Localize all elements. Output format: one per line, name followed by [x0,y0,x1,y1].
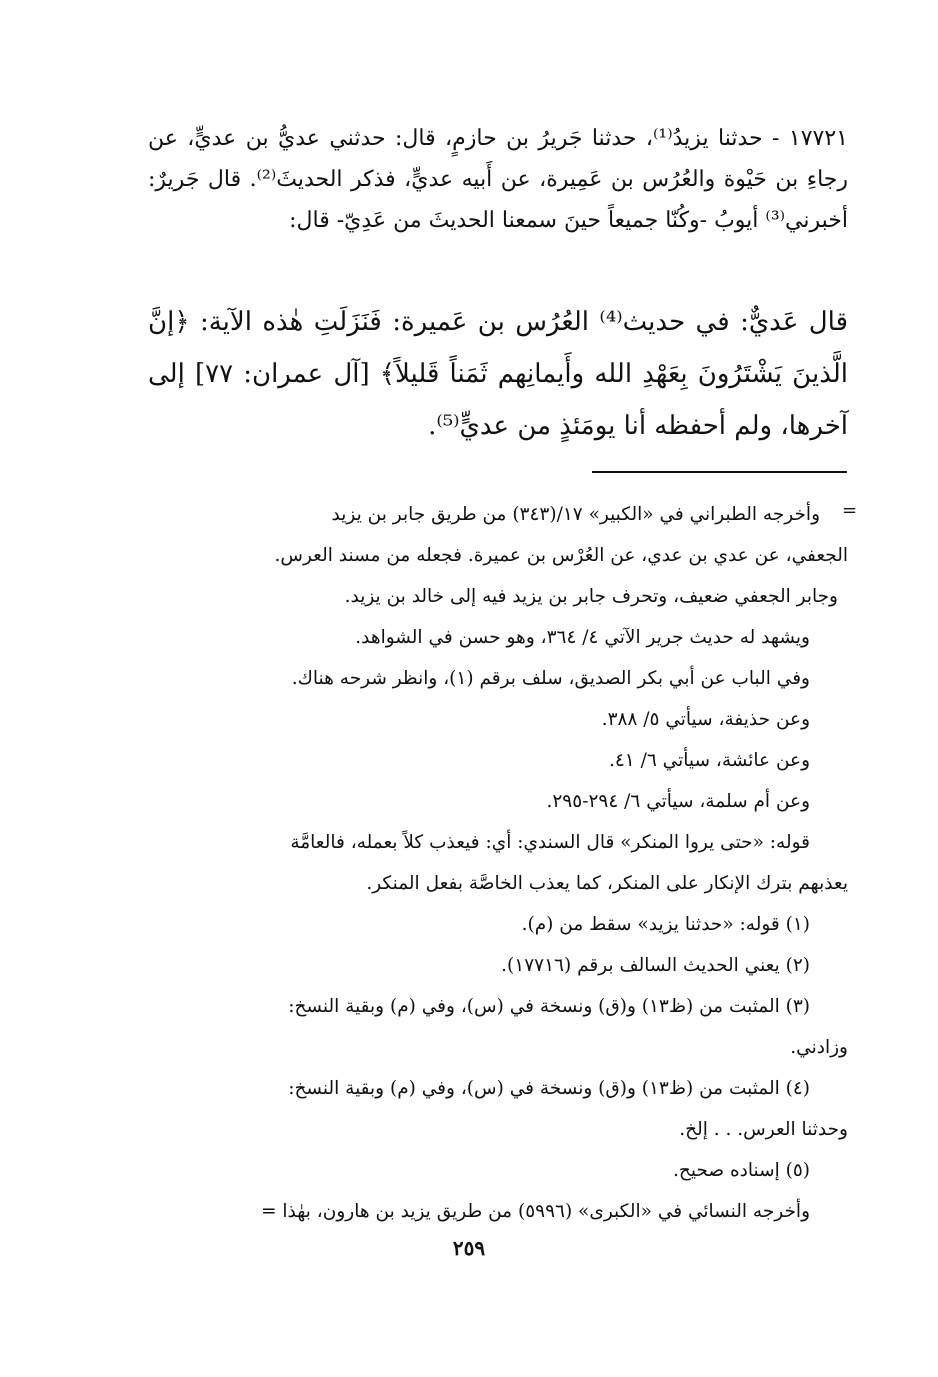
footnote-line: (٣) المثبت من (ظ١٣) و(ق) ونسخة في (س)، وفي (م) وبقية النسخ: [288,996,810,1017]
footnote-line: ويشهد له حديث جرير الآتي ٤/ ٣٦٤، وهو حسن في الشواهد. [355,627,810,648]
quran-quote-text: قال عَديٌّ: في حديث⁽⁴⁾ العُرُس بن عَميرة: فَنَزَلَتِ هٰذه الآية: ﴿إنَّ الَّذينَ يَشْتَرُونَ بِعَهْدِ الله وأَيمانِهم ثَمَناً قَليلاً﴾ [آل عمران: ٧٧] إلى آخرها، ولم أحفظه أنا يومَئذٍ من عديٍّ⁽⁵⁾. [148,307,849,441]
footnote-line: قوله: «حتى يروا المنكر» قال السندي: أي: فيعذب كلاً بعمله، فالعامَّة [290,832,810,853]
footnote-line: يعذبهم بترك الإنكار على المنكر، كما يعذب الخاصَّة بفعل المنكر. [366,873,848,894]
footnote-line: وأخرجه الطبراني في «الكبير» ١٧/(٣٤٣) من طريق جابر بن يزيد [331,504,820,525]
footnote-line: وفي الباب عن أبي بكر الصديق، سلف برقم (١)، وانظر شرحه هناك. [291,668,810,689]
footnote-line: وزادني. [790,1037,848,1058]
footnote-separator [592,471,847,473]
footnote-line: وحدثنا العرس. . . إلخ. [679,1119,848,1140]
page-number: ٢٥٩ [452,1236,486,1260]
hadith-text: ١٧٧٢١ - حدثنا يزيدُ⁽¹⁾، حدثنا جَريرُ بن حازمٍ، قال: حدثني عديُّ بن عديٍّ، عن رجاءِ بن حَيْوة والعُرُس بن عَمِيرة، عن أَبيه عديٍّ، فذكر الحديثَ⁽²⁾. قال جَريرٌ: أخبرني⁽³⁾ أيوبُ -وكُنّا جميعاً حينَ سمعنا الحديثَ من عَدِيّ- قال: [148,126,848,233]
footnote-line: وجابر الجعفي ضعيف، وتحرف جابر بن يزيد فيه إلى خالد بن يزيد. [344,586,838,607]
footnote-line: (٢) يعني الحديث السالف برقم (١٧٧١٦). [501,955,810,976]
footnote-line: وأخرجه النسائي في «الكبرى» (٥٩٩٦) من طريق يزيد بن هارون، بهٰذا = [261,1201,810,1222]
continuation-marker: = [842,500,858,521]
footnote-line: وعن عائشة، سيأتي ٦/ ٤١. [608,750,810,771]
footnote-line: الجعفي، عن عدي بن عدي، عن العُرْس بن عميرة. فجعله من مسند العرس. [274,545,848,566]
footnote-line: (٤) المثبت من (ظ١٣) و(ق) ونسخة في (س)، وفي (م) وبقية النسخ: [288,1078,810,1099]
footnote-line: (١) قوله: «حدثنا يزيد» سقط من (م). [521,914,810,935]
footnote-line: وعن أم سلمة، سيأتي ٦/ ٢٩٤-٢٩٥. [546,791,810,812]
footnotes [132,494,848,1232]
footnote-line: (٥) إسناده صحيح. [673,1160,810,1181]
footnote-line: وعن حذيفة، سيأتي ٥/ ٣٨٨. [601,709,810,730]
